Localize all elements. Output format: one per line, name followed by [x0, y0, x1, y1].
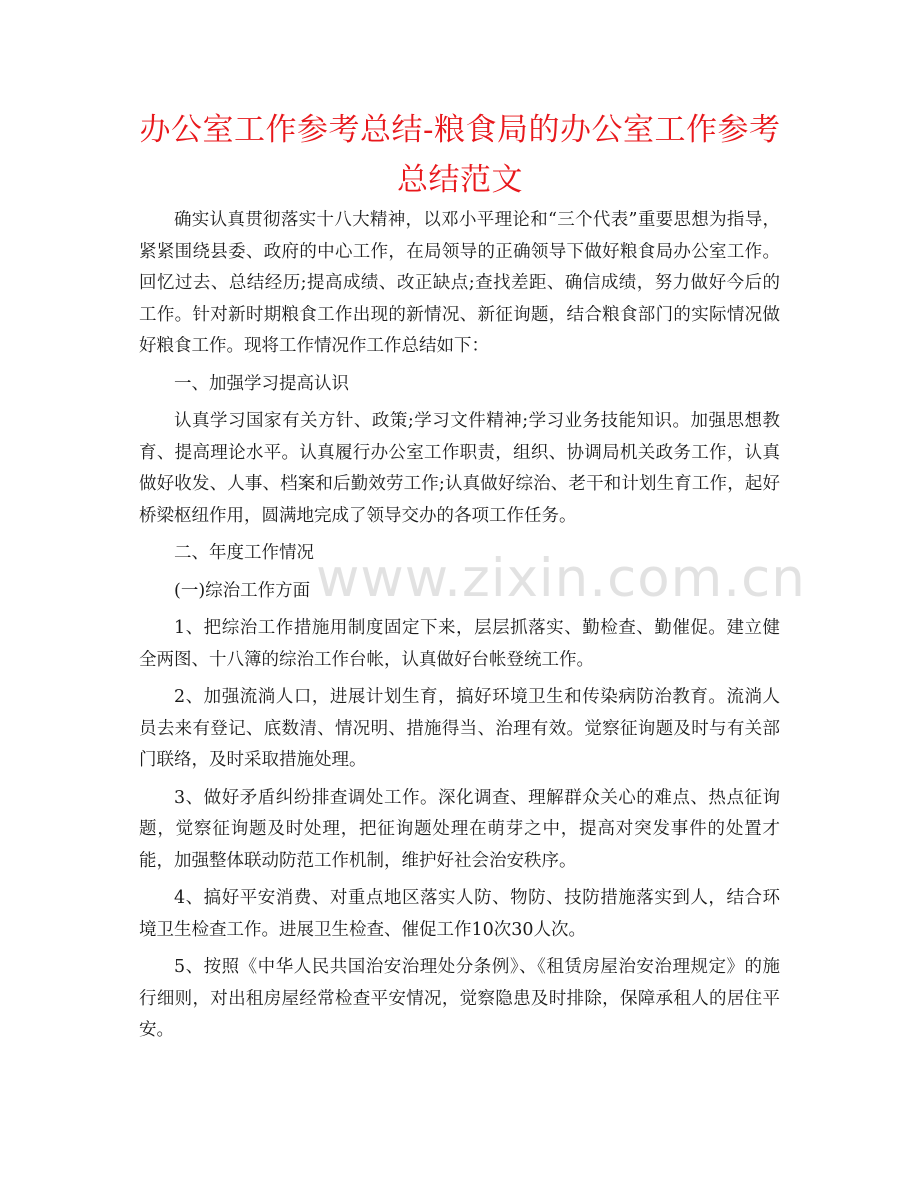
intro-paragraph: 确实认真贯彻落实十八大精神，以邓小平理论和“三个代表”重要思想为指导，紧紧围绕县委、政府的中心工作，在局领导的正确领导下做好粮食局办公室工作。回忆过去、总结经历;提高成绩、改正缺点;查找差距、确信成绩，努力做好今后的工作。针对新时期粮食工作出现的新情况、新征询题，结合粮食部门的实际情况做好粮食工作。现将工作情况作工作总结如下： [139, 210, 780, 356]
list-item-3: 3、做好矛盾纠纷排查调处工作。深化调查、理解群众关心的难点、热点征询题，觉察征询题及时处理，把征询题处理在萌芽之中，提高对突发事件的处置才能，加强整体联动防范工作机制，维护好社会治安秩序。 [139, 787, 780, 871]
section-1-paragraph: 认真学习国家有关方针、政策;学习文件精神;学习业务技能知识。加强思想教育、提高理论水平。认真履行办公室工作职责，组织、协调局机关政务工作，认真做好收发、人事、档案和后勤效劳工作;认真做好综治、老干和计划生育工作，起好桥梁枢纽作用，圆满地完成了领导交办的各项工作任务。 [139, 411, 780, 526]
list-item-2: 2、加强流淌人口，进展计划生育，搞好环境卫生和传染病防治教育。流淌人员去来有登记、底数清、情况明、措施得当、治理有效。觉察征询题及时与有关部门联络，及时采取措施处理。 [139, 687, 780, 770]
document-body [139, 205, 780, 1053]
list-item-5: 5、按照《中华人民共国治安治理处分条例》、《租赁房屋治安治理规定》的施行细则，对出租房屋经常检查平安情况，觉察隐患及时排除，保障承租人的居住平安。 [139, 957, 780, 1040]
list-item-4: 4、搞好平安消费、对重点地区落实人防、物防、技防措施落实到人，结合环境卫生检查工作。进展卫生检查、催促工作10次30人次。 [139, 888, 780, 940]
list-item-1: 1、把综治工作措施用制度固定下来，层层抓落实、勤检查、勤催促。建立健全两图、十八簿的综治工作台帐，认真做好台帐登统工作。 [139, 618, 780, 670]
section-heading-2: 二、年度工作情况 [174, 543, 314, 563]
section-heading-1: 一、加强学习提高认识 [174, 373, 349, 394]
watermark-text: www.zixin.com.cn [316, 548, 806, 609]
subsection-heading-1: (一)综治工作方面 [174, 580, 311, 601]
document-title: 办公室工作参考总结-粮食局的办公室工作参考总结范文 [139, 112, 781, 198]
